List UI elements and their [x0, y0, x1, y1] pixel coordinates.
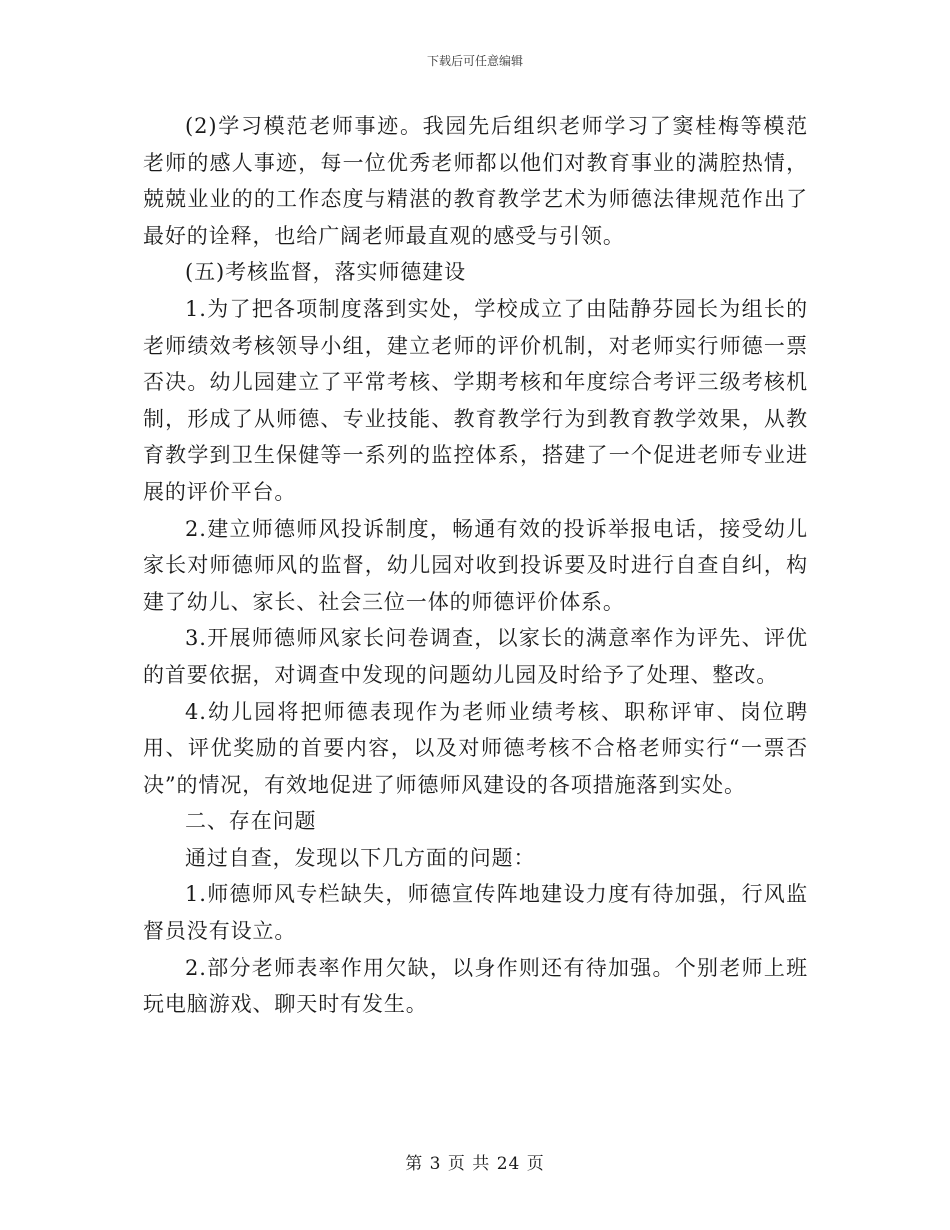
paragraph-assessment-system: 1.为了把各项制度落到实处，学校成立了由陆静芬园长为组长的老师绩效考核领导小组，建立老师的评价机制，对老师实行师德一票否决。幼儿园建立了平常考核、学期考核和年度综合考评三级考核机制，形成了从师德、专业技能、教育教学行为到教育教学效果，从教育教学到卫生保健等一系列的监控体系，搭建了一个促进老师专业进展的评价平台。 — [143, 296, 808, 504]
paragraph-parent-survey: 3.开展师德师风家长问卷调查，以家长的满意率作为评先、评优的首要依据，对调查中发现的问题幼儿园及时给予了处理、整改。 — [143, 626, 808, 687]
paragraph-problem-1: 1.师德师风专栏缺失，师德宣传阵地建设力度有待加强，行风监督员没有设立。 — [143, 882, 808, 944]
page-number: 第 3 页 共 24 页 — [405, 1154, 545, 1174]
paragraph-problem-2: 2.部分老师表率作用欠缺，以身作则还有待加强。个别老师上班玩电脑游戏、聊天时有发生。 — [143, 955, 808, 1017]
section-heading-problems: 二、存在问题 — [185, 809, 317, 834]
paragraph-complaint-system: 2.建立师德师风投诉制度，畅通有效的投诉举报电话，接受幼儿家长对师德师风的监督，幼儿园对收到投诉要及时进行自查自纠，构建了幼儿、家长、社会三位一体的师德评价体系。 — [143, 516, 808, 614]
paragraph-model-teachers: (2)学习模范老师事迹。我园先后组织老师学习了窦桂梅等模范老师的感人事迹，每一位优秀老师都以他们对教育事业的满腔热情，兢兢业业的的工作态度与精湛的教育教学艺术为师德法律规范作出了最好的诠释，也给广阔老师最直观的感受与引领。 — [143, 114, 808, 248]
document-body — [143, 108, 808, 1023]
paragraph-performance-review: 4.幼儿园将把师德表现作为老师业绩考核、职称评审、岗位聘用、评优奖励的首要内容，以及对师德考核不合格老师实行“一票否决”的情况，有效地促进了师德师风建设的各项措施落到实处。 — [143, 699, 808, 797]
page-header: 下载后可任意编辑 — [426, 54, 523, 68]
paragraph-self-check-intro: 通过自查，发现以下几方面的问题： — [185, 845, 536, 870]
section-heading-assessment: (五)考核监督，落实师德建设 — [185, 260, 466, 285]
